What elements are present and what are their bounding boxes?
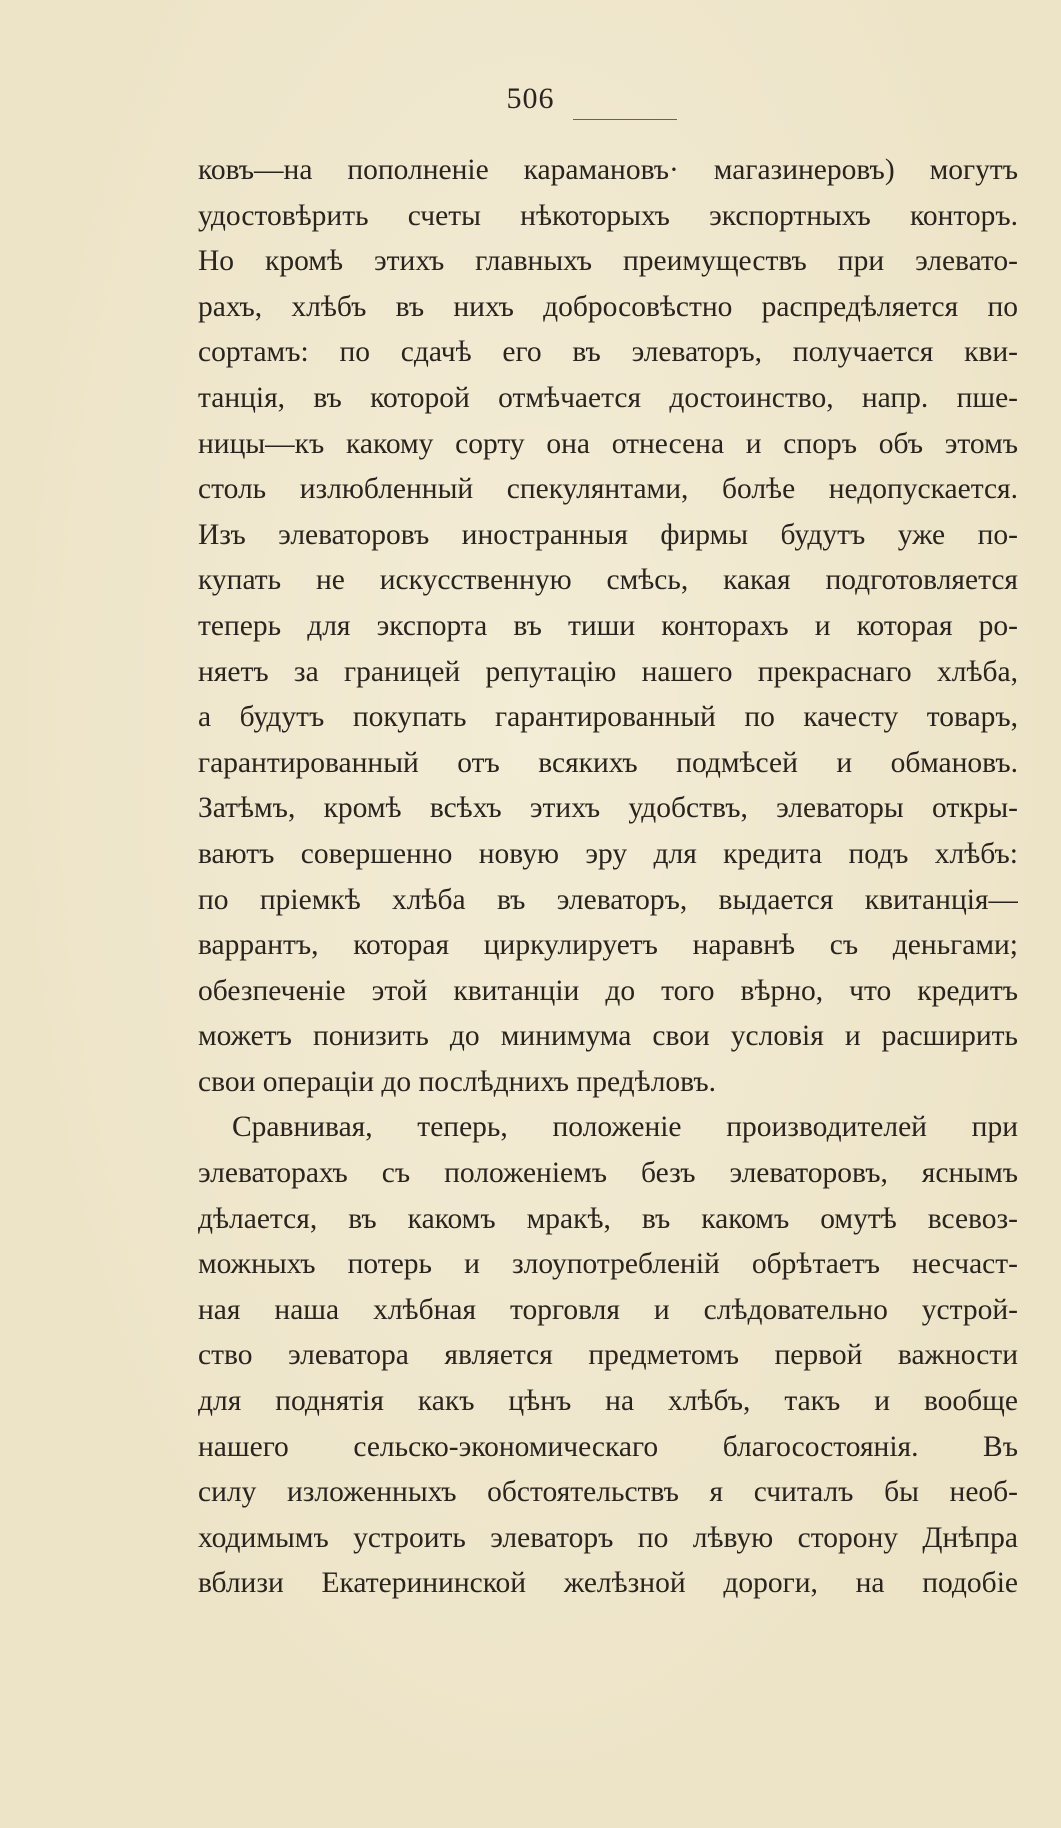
- text-line: можныхъ потерь и злоупотребленій обрѣтаетъ несчаст-: [198, 1248, 1018, 1281]
- text-line: обезпеченіе этой квитанціи до того вѣрно, что кредитъ: [198, 974, 1018, 1007]
- text-line: гарантированный отъ всякихъ подмѣсей и обмановъ.: [198, 746, 1018, 779]
- text-line: можетъ понизить до минимума свои условія и расширить: [198, 1020, 1018, 1053]
- paragraph: [198, 1105, 1018, 1607]
- text-line: для поднятія какъ цѣнъ на хлѣбъ, такъ и вообще: [198, 1385, 1018, 1418]
- text-line: ная наша хлѣбная торговля и слѣдовательно устрой-: [198, 1293, 1018, 1326]
- text-line: купать не искусственную смѣсь, какая подготовляется: [198, 564, 1018, 597]
- header-rule: [573, 119, 677, 120]
- text-line: ство элеватора является предметомъ первой важности: [198, 1339, 1018, 1372]
- text-line: элеваторахъ съ положеніемъ безъ элеваторовъ, яснымъ: [198, 1157, 1018, 1190]
- text-line: ницы—къ какому сорту она отнесена и споръ объ этомъ: [198, 427, 1018, 460]
- text-line: нашего сельско-экономическаго благосостоянія. Въ: [198, 1430, 1018, 1463]
- text-line: по пріемкѣ хлѣба въ элеваторъ, выдается квитанція—: [198, 883, 1018, 916]
- text-line: силу изложенныхъ обстоятельствъ я считалъ бы необ-: [198, 1476, 1018, 1509]
- text-line: варрантъ, которая циркулируетъ наравнѣ съ деньгами;: [198, 929, 1018, 962]
- text-line: Изъ элеваторовъ иностранныя фирмы будутъ уже по-: [198, 518, 1018, 551]
- text-line: свои операціи до послѣднихъ предѣловъ.: [198, 1065, 716, 1098]
- text-line: ваютъ совершенно новую эру для кредита подъ хлѣбъ:: [198, 837, 1018, 870]
- text-line: сортамъ: по сдачѣ его въ элеваторъ, получается кви-: [198, 336, 1018, 369]
- text-line: Но кромѣ этихъ главныхъ преимуществъ при элевато-: [198, 245, 1018, 278]
- text-line: Сравнивая, теперь, положеніе производителей при: [232, 1111, 1018, 1144]
- text-line: удостовѣрить счеты нѣкоторыхъ экспортныхъ конторъ.: [198, 199, 1018, 232]
- text-line: а будутъ покупать гарантированный по качесту товаръ,: [198, 701, 1018, 734]
- text-line: дѣлается, въ какомъ мракѣ, въ какомъ омутѣ всевоз-: [198, 1202, 1018, 1235]
- text-line: ковъ—на пополненіе карамановъ· магазинеровъ) могутъ: [198, 154, 1018, 186]
- text-line: ходимымъ устроить элеваторъ по лѣвую сторону Днѣпра: [198, 1521, 1018, 1554]
- text-line: вблизи Екатерининской желѣзной дороги, на подобіе: [198, 1567, 1018, 1600]
- text-line: Затѣмъ, кромѣ всѣхъ этихъ удобствъ, элеваторы откры-: [198, 792, 1018, 825]
- text-line: столь излюбленный спекулянтами, болѣе недопускается.: [198, 473, 1018, 506]
- text-line: танція, въ которой отмѣчается достоинство, напр. пше-: [198, 381, 1018, 414]
- body-text: [198, 148, 1018, 1607]
- text-line: теперь для экспорта въ тиши конторахъ и которая ро-: [198, 609, 1018, 642]
- text-line: няетъ за границей репутацію нашего прекраснаго хлѣба,: [198, 655, 1018, 688]
- text-line: рахъ, хлѣбъ въ нихъ добросовѣстно распредѣляется по: [198, 290, 1018, 323]
- page-number: 506: [506, 82, 555, 115]
- paragraph: [198, 148, 1018, 1105]
